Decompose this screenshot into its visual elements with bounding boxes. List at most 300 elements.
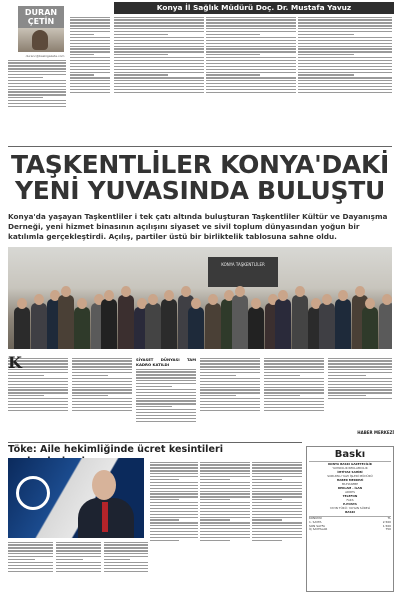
text-line [8, 542, 53, 543]
column-text-3 [114, 15, 204, 140]
price-position: 1. SAYFA [309, 519, 322, 524]
drop-cap: K [8, 356, 22, 372]
main-headline [8, 152, 392, 204]
column-text-2 [70, 15, 110, 140]
person-silhouette [118, 295, 134, 349]
person-head [121, 286, 131, 297]
text-line [136, 412, 196, 413]
text-line [328, 398, 392, 399]
text-line [70, 48, 110, 49]
price-header-position: KONUMU [309, 516, 322, 520]
text-line [8, 553, 53, 554]
text-line [200, 534, 250, 535]
text-line [298, 54, 354, 55]
text-line [252, 525, 302, 526]
text-line [70, 63, 110, 64]
text-line [70, 51, 110, 52]
text-line [200, 488, 250, 489]
text-line [150, 540, 179, 541]
text-line [298, 25, 392, 26]
text-line [8, 401, 68, 402]
text-line [56, 571, 101, 572]
text-line [200, 537, 250, 538]
text-line [298, 51, 392, 52]
text-line [264, 381, 324, 382]
text-line [298, 69, 392, 70]
text-line [328, 389, 392, 390]
person-silhouette [14, 307, 30, 349]
text-line [252, 491, 302, 492]
text-line [70, 83, 110, 84]
text-line [114, 48, 204, 49]
person-silhouette [205, 303, 221, 349]
price-position: İÇ SAYFALAR [309, 527, 328, 532]
text-line [8, 80, 66, 81]
text-line [8, 89, 66, 90]
text-line [114, 34, 168, 35]
person-silhouette [74, 307, 90, 349]
text-line [8, 410, 68, 411]
text-line [8, 544, 53, 545]
text-line [72, 387, 132, 388]
text-line [252, 462, 302, 463]
text-line [206, 22, 296, 23]
masthead-line: SORUMLU YAZI İŞLERİ MÜDÜRÜ [327, 474, 373, 478]
text-line [114, 63, 204, 64]
text-line [72, 366, 132, 367]
text-line [328, 375, 366, 376]
text-line [150, 522, 198, 523]
text-line [264, 366, 324, 367]
article-column-1 [8, 356, 68, 444]
text-line [206, 86, 296, 87]
person-head [322, 294, 332, 305]
article-column-3 [136, 356, 196, 444]
text-line [56, 559, 83, 560]
text-line [150, 531, 198, 532]
text-line [200, 496, 250, 497]
text-line [114, 83, 204, 84]
second-headline: Töke: Aile hekimliğinde ücret kesintileri [8, 444, 223, 455]
text-line [200, 375, 236, 376]
text-line [206, 80, 296, 81]
text-line [206, 34, 260, 35]
text-line [328, 358, 392, 359]
text-line [104, 559, 130, 560]
text-line [72, 358, 132, 359]
masthead-line: TELEFON [342, 494, 358, 498]
text-line [8, 62, 66, 63]
text-line [298, 31, 392, 32]
text-line [252, 485, 302, 486]
text-line [298, 57, 392, 58]
group-photo [8, 247, 392, 349]
text-line [200, 540, 230, 541]
text-line [298, 43, 392, 44]
section-divider [8, 146, 392, 147]
text-line [298, 83, 392, 84]
person-head [164, 290, 174, 301]
text-line [8, 381, 68, 382]
text-line [8, 556, 53, 557]
text-line [8, 86, 66, 87]
person-head [208, 294, 218, 305]
text-line [298, 86, 392, 87]
person-silhouette [319, 303, 335, 349]
text-line [200, 493, 250, 494]
text-line [150, 462, 198, 463]
text-line [252, 488, 302, 489]
masthead-line: HABER MERKEZİ [336, 478, 364, 482]
text-line [252, 464, 302, 465]
text-line [136, 386, 172, 387]
text-line [8, 91, 66, 92]
text-line [8, 60, 66, 61]
text-line [200, 514, 250, 515]
text-line [298, 48, 392, 49]
text-line [150, 517, 198, 518]
text-line [70, 77, 110, 78]
text-line [72, 372, 132, 373]
article-subhead: SİYASET DÜNYASI TAM KADRO KATILDI [136, 357, 196, 367]
text-line [200, 502, 250, 503]
columnist-name-line1: DURAN [24, 8, 58, 17]
text-line [200, 401, 260, 402]
text-line [298, 63, 392, 64]
text-line [114, 57, 204, 58]
text-line [150, 528, 198, 529]
text-line [104, 565, 148, 566]
text-line [56, 542, 101, 543]
text-line [104, 542, 148, 543]
text-line [56, 556, 101, 557]
text-line [264, 407, 324, 408]
text-line [298, 17, 392, 18]
text-line [264, 392, 324, 393]
text-line [328, 395, 366, 396]
text-line [104, 556, 148, 557]
text-line [8, 94, 66, 95]
text-line [114, 80, 204, 81]
text-line [200, 485, 250, 486]
text-line [206, 66, 296, 67]
text-line [114, 46, 204, 47]
price-amount: 750 [385, 527, 391, 532]
text-line [200, 508, 250, 509]
text-line [150, 505, 198, 506]
text-line [56, 568, 101, 569]
text-line [136, 383, 196, 384]
text-line [8, 389, 68, 390]
text-line [264, 384, 324, 385]
text-line [200, 473, 250, 474]
text-line [150, 502, 198, 503]
text-line [206, 83, 296, 84]
text-line [298, 46, 392, 47]
text-line [72, 381, 132, 382]
column-text-5 [298, 15, 392, 140]
person-silhouette [335, 299, 351, 349]
text-line [200, 462, 250, 463]
masthead-box [306, 446, 394, 592]
second-column-4 [8, 540, 53, 592]
text-line [70, 69, 110, 70]
text-line [150, 493, 198, 494]
person-head [338, 290, 348, 301]
text-line [72, 389, 132, 390]
text-line [8, 103, 66, 104]
text-line [136, 380, 196, 381]
text-line [56, 544, 101, 545]
text-line [8, 407, 68, 408]
article-column-5 [264, 356, 324, 444]
text-line [114, 72, 204, 73]
text-line [252, 519, 282, 520]
columnist-name-line2: ÇETİN [27, 17, 55, 26]
text-line [328, 378, 392, 379]
text-line [206, 92, 296, 93]
text-line [200, 387, 260, 388]
text-line [252, 540, 282, 541]
text-line [72, 392, 132, 393]
text-line [150, 485, 198, 486]
text-line [72, 410, 132, 411]
text-line [70, 31, 110, 32]
masthead-line: MUHASEBE [341, 482, 359, 486]
text-line [206, 37, 296, 38]
text-line [114, 66, 204, 67]
person-silhouette [101, 299, 117, 349]
columnist-photo [18, 28, 64, 52]
text-line [8, 100, 66, 101]
text-line [298, 40, 392, 41]
text-line [70, 43, 110, 44]
text-line [252, 482, 302, 483]
text-line [252, 531, 302, 532]
text-line [70, 86, 110, 87]
text-line [70, 17, 110, 18]
text-line [206, 48, 296, 49]
text-line [206, 89, 296, 90]
text-line [206, 40, 296, 41]
text-line [8, 559, 35, 560]
person-head [295, 286, 305, 297]
person-silhouette [232, 295, 248, 349]
text-line [150, 511, 198, 512]
text-line [114, 43, 204, 44]
text-line [206, 19, 296, 20]
text-line [136, 369, 196, 370]
text-line [328, 363, 392, 364]
text-line [150, 470, 198, 471]
text-line [200, 491, 250, 492]
person-silhouette [275, 299, 291, 349]
person-silhouette [31, 303, 47, 349]
person-silhouette [161, 299, 177, 349]
person-head [104, 290, 114, 301]
text-line [136, 398, 196, 399]
text-line [200, 369, 260, 370]
text-line [264, 363, 324, 364]
text-line [252, 479, 282, 480]
text-line [200, 381, 260, 382]
text-line [8, 68, 66, 69]
text-line [136, 371, 196, 372]
text-line [104, 562, 148, 563]
text-line [8, 372, 68, 373]
masthead-line: BASKI [345, 510, 355, 514]
text-line [8, 562, 53, 563]
text-line [136, 400, 196, 401]
second-article-photo [8, 458, 144, 538]
person-head [61, 286, 71, 297]
byline: HABER MERKEZİ [357, 430, 394, 435]
person-head [77, 298, 87, 309]
masthead-line: YAYINCILIK REKLAMCILIK [332, 466, 368, 470]
column-text-4 [206, 15, 296, 140]
text-line [70, 60, 110, 61]
text-line [8, 392, 68, 393]
text-line [114, 92, 204, 93]
text-line [206, 54, 260, 55]
text-line [114, 89, 204, 90]
text-line [56, 553, 101, 554]
text-line [70, 40, 110, 41]
text-line [328, 372, 392, 373]
text-line [72, 378, 132, 379]
text-line [8, 387, 68, 388]
text-line [8, 404, 68, 405]
text-line [206, 46, 296, 47]
text-line [56, 562, 101, 563]
text-line [136, 415, 196, 416]
text-line [206, 72, 296, 73]
text-line [298, 37, 392, 38]
person-silhouette [248, 307, 264, 349]
person-head [251, 298, 261, 309]
text-line [200, 358, 260, 359]
text-line [264, 358, 324, 359]
text-line [72, 395, 108, 396]
person-head [17, 298, 27, 309]
text-line [150, 496, 198, 497]
text-line [206, 57, 296, 58]
text-line [150, 519, 179, 520]
text-line [252, 508, 302, 509]
text-line [150, 473, 198, 474]
masthead-line: ADRES [345, 490, 355, 494]
text-line [150, 488, 198, 489]
text-line [252, 514, 302, 515]
text-line [200, 392, 260, 393]
text-line [72, 375, 108, 376]
text-line [56, 550, 101, 551]
text-line [252, 467, 302, 468]
text-line [200, 479, 230, 480]
text-line [298, 34, 354, 35]
text-line [206, 63, 296, 64]
text-line [136, 406, 172, 407]
text-line [252, 470, 302, 471]
person-silhouette [188, 307, 204, 349]
text-line [70, 57, 110, 58]
text-line [252, 505, 302, 506]
text-line [200, 395, 236, 396]
text-line [8, 65, 66, 66]
second-column-3 [252, 460, 302, 590]
text-line [72, 398, 132, 399]
text-line [298, 28, 392, 29]
text-line [70, 74, 94, 75]
text-line [70, 25, 110, 26]
text-line [264, 398, 324, 399]
text-line [252, 502, 302, 503]
text-line [200, 505, 250, 506]
text-line [298, 72, 392, 73]
price-position: SON SAYFA [309, 523, 325, 528]
section-divider-2 [8, 442, 302, 443]
masthead-line: KONYA BASKI GAZETECİLİK [328, 462, 372, 466]
text-line [114, 60, 204, 61]
text-line [72, 404, 132, 405]
text-line [114, 37, 204, 38]
text-line [70, 19, 110, 20]
text-line [206, 25, 296, 26]
text-line [150, 525, 198, 526]
person-head [382, 294, 392, 305]
text-line [72, 401, 132, 402]
text-line [200, 531, 250, 532]
text-line [70, 66, 110, 67]
text-line [200, 528, 250, 529]
text-line [200, 384, 260, 385]
text-line [200, 404, 260, 405]
text-line [328, 369, 392, 370]
person-head [181, 286, 191, 297]
text-line [206, 69, 296, 70]
price-row [309, 528, 391, 532]
text-line [264, 389, 324, 390]
second-column-6 [104, 540, 148, 592]
masthead-line: E-POSTA [343, 502, 357, 506]
text-line [150, 476, 198, 477]
text-line [200, 476, 250, 477]
masthead-line: YAYIN TÜRÜ: YAYGIN SÜRELİ [329, 506, 371, 510]
second-column-1 [150, 460, 198, 590]
text-line [8, 568, 53, 569]
text-line [252, 476, 302, 477]
text-line [114, 17, 204, 18]
text-line [8, 106, 66, 107]
text-line [200, 372, 260, 373]
price-amount: 2.500 [382, 519, 391, 524]
text-line [104, 544, 148, 545]
text-line [252, 473, 302, 474]
text-line [8, 378, 68, 379]
lead-paragraph: Konya'da yaşayan Taşkentliler i tek çatı altında buluşturan Taşkentliler Kültür ve Dayanışma Derneği, yeni hizmet binasının açılışını siyaset ve sivil toplum dünyasından yoğun bir katılımla gerçekleştirdi. Açılış, partiler üstü bir birliktelik tablosuna sahne oldu. [8, 212, 388, 241]
masthead-line: İMTİYAZ SAHİBİ [337, 470, 363, 474]
text-line [252, 496, 302, 497]
text-line [200, 470, 250, 471]
text-line [8, 565, 53, 566]
text-line [70, 37, 110, 38]
text-line [150, 491, 198, 492]
text-line [72, 360, 132, 361]
person-head [365, 298, 375, 309]
text-line [104, 547, 148, 548]
text-line [8, 74, 66, 75]
text-line [114, 28, 204, 29]
